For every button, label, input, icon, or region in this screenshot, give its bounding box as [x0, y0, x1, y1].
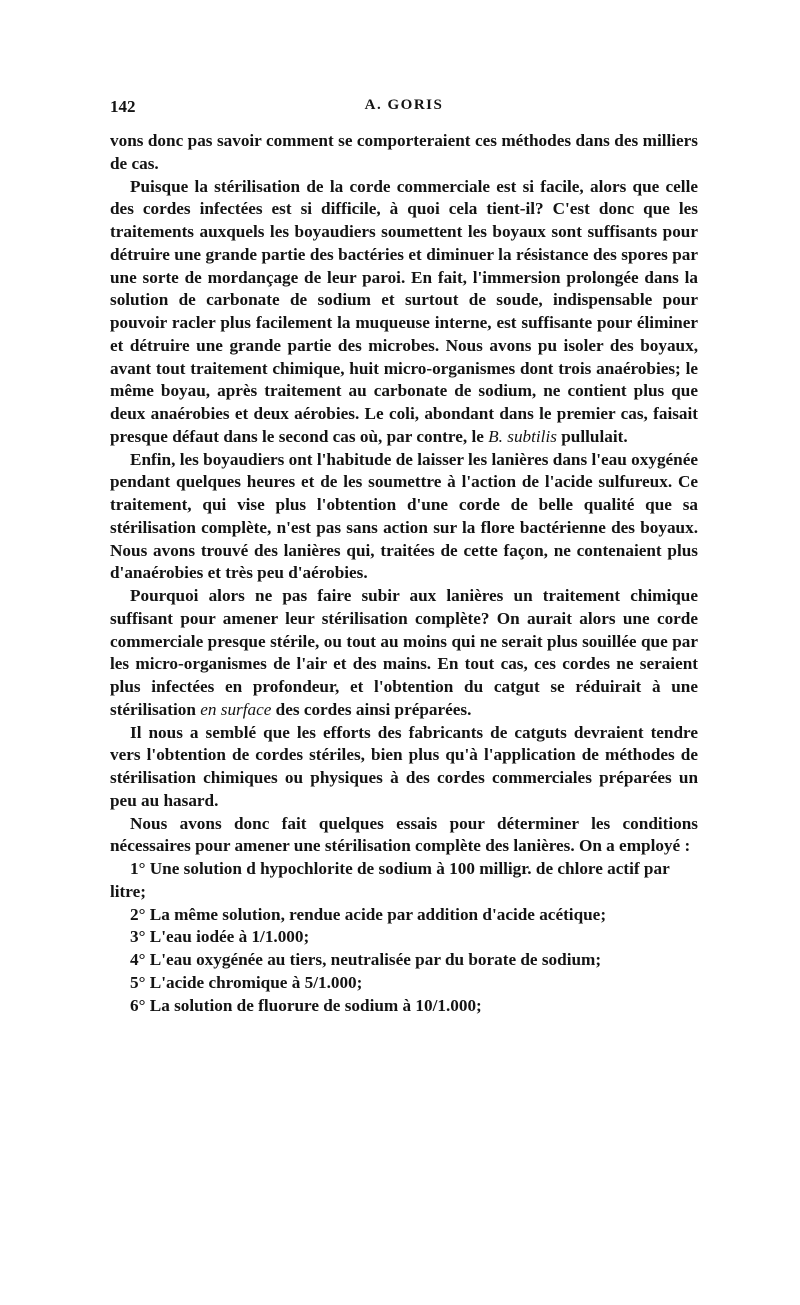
- text-run: Nous avons donc fait quelques essais pour déterminer les conditions nécessaires pour amener une stérilisation complète des lanières. On a employé :: [110, 813, 698, 856]
- text-run: pullulait.: [556, 426, 628, 446]
- paragraph: [110, 449, 698, 586]
- paragraph: [110, 130, 698, 176]
- list-item: 2° La même solution, rendue acide par addition d'acide acétique;: [130, 904, 607, 924]
- list-item: 5° L'acide chromique à 5/1.000;: [130, 972, 363, 992]
- text-run: vons donc pas savoir comment se comporteraient ces méthodes dans des milliers de cas.: [110, 131, 698, 173]
- italic-text: B. subtilis: [488, 426, 557, 446]
- text-run: Il nous a semblé que les efforts des fabricants de catguts devraient tendre vers l'obtention de cordes stériles, bien plus qu'à l'application de méthodes de stérilisation chimiques ou physiques à des cordes commerciales préparées un peu au hasard.: [110, 722, 698, 810]
- list-item: 4° L'eau oxygénée au tiers, neutralisée par du borate de sodium;: [130, 950, 602, 969]
- list-item: 1° Une solution d hypochlorite de sodium à 100 milligr. de chlore actif par litre;: [110, 859, 670, 901]
- text-run: Puisque la stérilisation de la corde commerciale est si facile, alors que celle des cordes infectées est si difficile, à quoi cela tient-il? C'est donc que les traitements auxquels les boyaudiers soumettent les boyaux sont suffisants pour détruire une grande partie des bactéries et diminuer la résistance des spores par une sorte de mordançage de leur paroi. En fait, l'immersion prolongée dans la solution de carbonate de sodium et surtout de soude, indispensable pour pouvoir racler plus facilement la muqueuse interne, est suffisante pour éliminer et détruire une grande partie des microbes. Nous avons pu isoler des boyaux, avant tout traitement chimique, huit micro-organismes dont trois anaérobies; le même boyau, après traitement au carbonate de sodium, ne contient plus que deux anaérobies et deux aérobies. Le coli, abondant dans le premier cas, faisait presque défaut dans le second cas où, par contre, le: [110, 176, 698, 446]
- list-item: 3° L'eau iodée à 1/1.000;: [130, 927, 310, 947]
- running-head: [110, 97, 698, 121]
- paragraph: [110, 585, 698, 722]
- body-text: [110, 130, 698, 1017]
- text-run: Enfin, les boyaudiers ont l'habitude de laisser les lanières dans l'eau oxygénée pendant quelques heures et de les soumettre à l'action de l'acide sulfureux. Ce traitement, qui vise plus l'obtention d'une corde de belle qualité que sa stérilisation complète, n'est pas sans action sur la flore bactérienne des boyaux. Nous avons trouvé des lanières qui, traitées de cette façon, ne contenaient plus d'anaérobies et très peu d'aérobies.: [110, 449, 698, 583]
- italic-text: en surface: [200, 699, 272, 719]
- running-head-author: A. GORIS: [364, 97, 444, 113]
- paragraph: [110, 176, 698, 449]
- text-run: Pourquoi alors ne pas faire subir aux lanières un traitement chimique suffisant pour amener leur stérilisation complète? On aurait alors une corde commerciale presque stérile, ou tout au moins qui ne serait plus souillée que par les micro-organismes de l'air et des mains. En tout cas, ces cordes ne seraient plus infectées en profondeur, et l'obtention du catgut se réduirait à une stérilisation: [110, 586, 698, 719]
- text-run: des cordes ainsi préparées.: [271, 699, 472, 719]
- paragraph: [110, 813, 698, 859]
- list-item: 6° La solution de fluorure de sodium à 10/1.000;: [130, 995, 482, 1015]
- paragraph: [110, 722, 698, 813]
- page-number: 142: [110, 97, 136, 116]
